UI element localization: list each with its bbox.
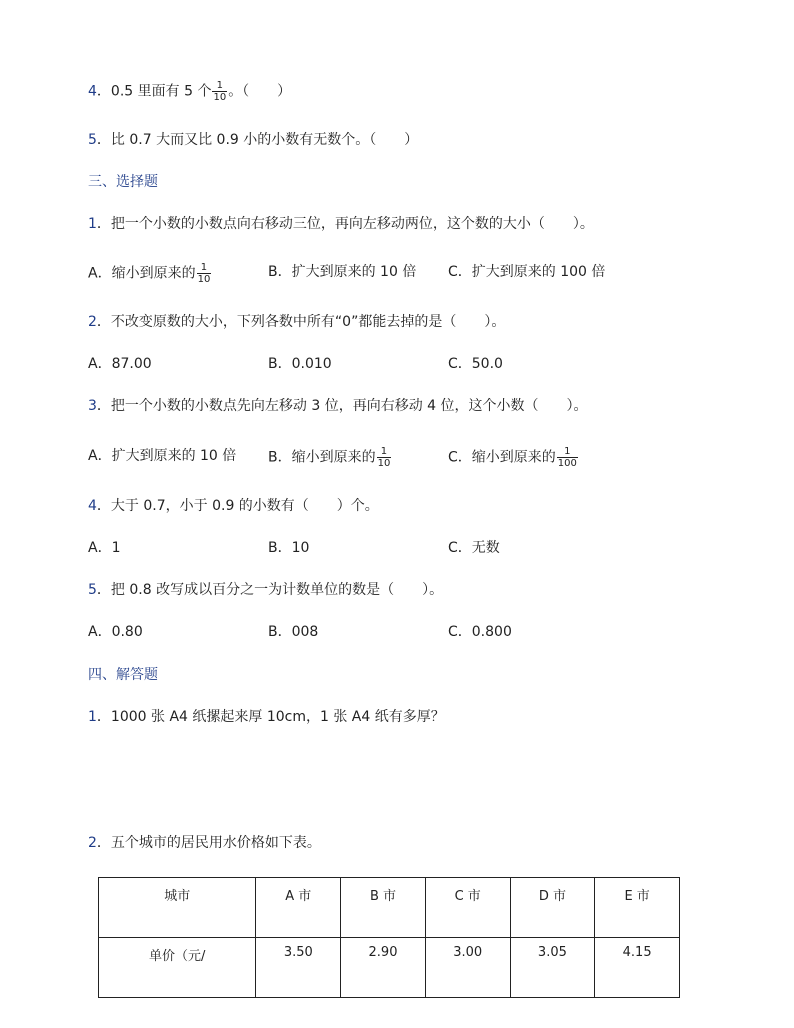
table-cell: 单价（元/	[99, 938, 256, 998]
fraction-denominator: 10	[377, 458, 391, 469]
table-cell: 3.50	[256, 938, 341, 998]
question-number: 5	[88, 582, 97, 598]
question-text: ．比 0.7 大而又比 0.9 小的小数有无数个。（ ）	[96, 132, 419, 148]
question-number: 3	[88, 398, 97, 414]
option-text: B．缩小到原来的	[268, 449, 376, 466]
option-a: A．扩大到原来的 10 倍	[88, 448, 237, 464]
fraction-numerator: 1	[200, 262, 208, 273]
fraction-numerator: 1	[216, 80, 223, 91]
table-cell: C 市	[425, 878, 510, 938]
question-text-pre: ．0.5 里面有 5 个	[96, 83, 212, 100]
option-a: A．87.00	[88, 356, 152, 372]
table-cell: 3.05	[510, 938, 595, 998]
question-text: ．把一个小数的小数点向右移动三位，再向左移动两位，这个数的大小（ ）。	[96, 216, 594, 232]
option-a: A．0.80	[88, 624, 143, 640]
table-cell: D 市	[510, 878, 595, 938]
table-cell: A 市	[256, 878, 341, 938]
table-cell: E 市	[595, 878, 680, 938]
question-number: 5	[88, 132, 97, 148]
question-number: 1	[88, 216, 97, 232]
question-text: ．把一个小数的小数点先向左移动 3 位，再向右移动 4 位，这个小数（ ）。	[96, 398, 588, 414]
fraction	[557, 446, 578, 469]
section-title-answer: 四、解答题	[88, 667, 158, 683]
fraction-numerator: 1	[380, 446, 388, 457]
option-a	[88, 262, 212, 285]
option-text: A．缩小到原来的	[88, 265, 196, 282]
option-b: B．扩大到原来的 10 倍	[268, 264, 417, 280]
question-number: 2	[88, 835, 97, 851]
choice-question-3	[88, 396, 588, 416]
question-text: ．1000 张 A4 纸摞起来厚 10cm，1 张 A4 纸有多厚？	[96, 709, 445, 725]
question-number: 1	[88, 709, 97, 725]
judge-question-4	[88, 80, 291, 103]
table-cell: B 市	[341, 878, 426, 938]
option-a: A．1	[88, 540, 121, 556]
option-c: C．无数	[448, 540, 500, 556]
choice-question-4	[88, 496, 379, 516]
option-b	[268, 446, 392, 469]
table-cell: 城市	[99, 878, 256, 938]
fraction-denominator: 10	[197, 274, 211, 285]
option-b: B．008	[268, 624, 319, 640]
choice-question-5	[88, 580, 443, 600]
choice-question-1	[88, 214, 594, 234]
fraction-denominator: 10	[213, 92, 227, 103]
section-title-choice: 三、选择题	[88, 174, 158, 190]
answer-question-1	[88, 707, 445, 727]
option-c: C．扩大到原来的 100 倍	[448, 264, 606, 280]
fraction-denominator: 100	[557, 458, 577, 469]
option-c: C．0.800	[448, 624, 512, 640]
question-text: ．不改变原数的大小，下列各数中所有“0”都能去掉的是（ ）。	[96, 314, 506, 330]
option-b: B．10	[268, 540, 310, 556]
choice-question-2	[88, 312, 505, 332]
answer-question-2	[88, 833, 321, 853]
table-cell: 4.15	[595, 938, 680, 998]
question-text: ．把 0.8 改写成以百分之一为计数单位的数是（ ）。	[96, 582, 444, 598]
option-c	[448, 446, 579, 469]
question-text: ．大于 0.7，小于 0.9 的小数有（ ）个。	[96, 498, 379, 514]
table-cell: 2.90	[341, 938, 426, 998]
water-price-table	[98, 877, 680, 998]
question-number: 4	[88, 83, 97, 100]
fraction	[377, 446, 392, 469]
table-cell: 3.00	[425, 938, 510, 998]
fraction	[197, 262, 212, 285]
judge-question-5	[88, 130, 418, 150]
question-number: 4	[88, 498, 97, 514]
fraction	[212, 80, 227, 103]
table-row	[99, 938, 680, 998]
option-c: C．50.0	[448, 356, 503, 372]
question-number: 2	[88, 314, 97, 330]
fraction-numerator: 1	[564, 446, 571, 457]
option-b: B．0.010	[268, 356, 332, 372]
option-text: C．缩小到原来的	[448, 449, 556, 466]
question-text: ．五个城市的居民用水价格如下表。	[96, 835, 321, 851]
question-text-post: 。（ ）	[228, 83, 292, 100]
table-header-row	[99, 878, 680, 938]
